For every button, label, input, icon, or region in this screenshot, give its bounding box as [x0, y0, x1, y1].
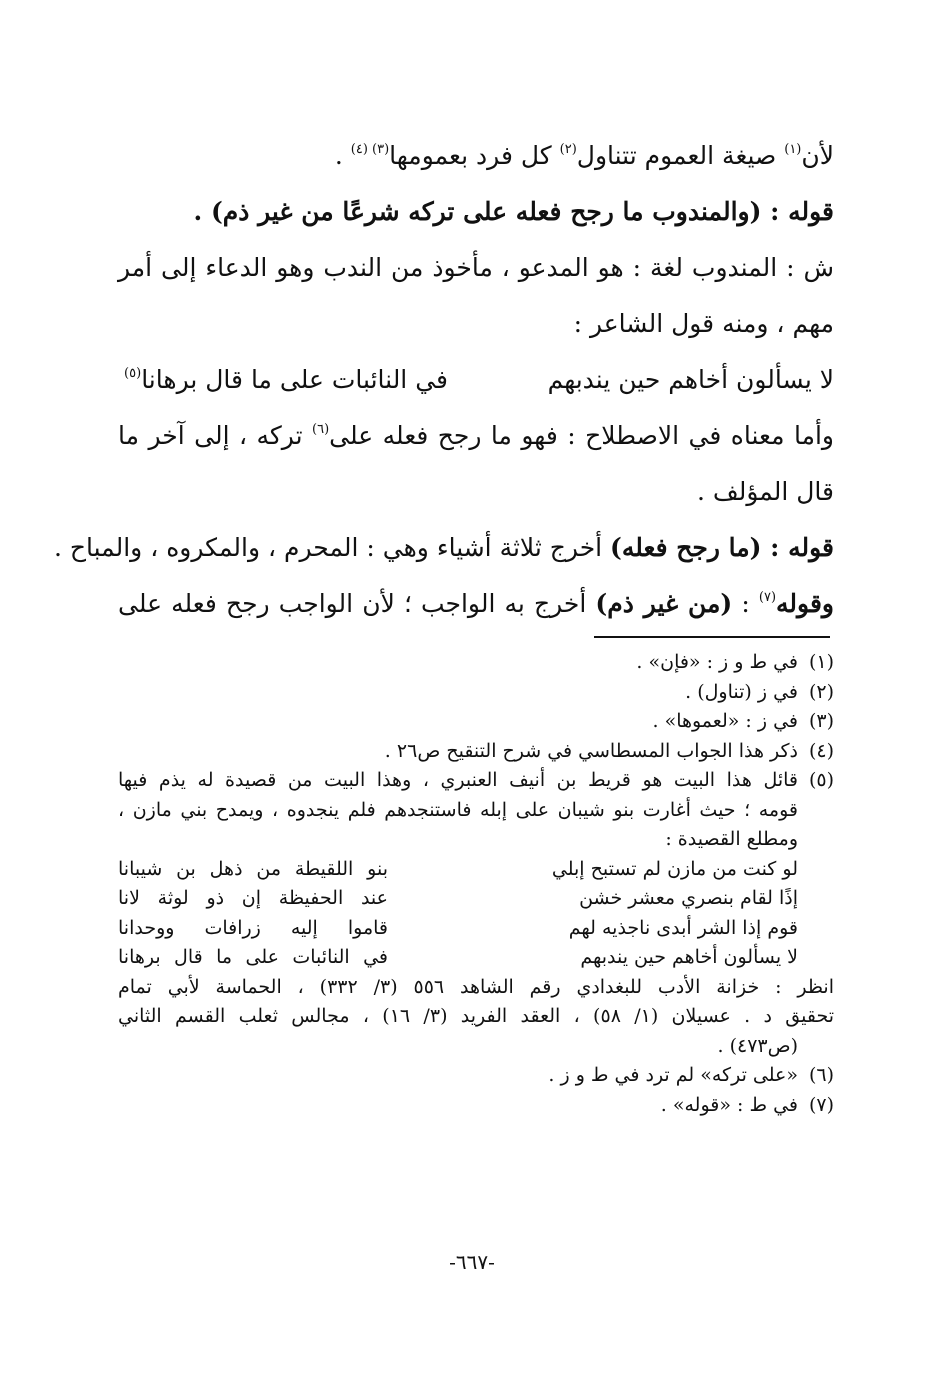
poem-first-hemistich: إذًا لقام بنصري معشر خشن — [579, 887, 798, 909]
footnote-number: (٤) — [808, 739, 834, 762]
footnote-text: «على تركه» لم ترد في ط و ز . — [548, 1064, 798, 1086]
footnotes — [118, 648, 834, 1120]
footnote-number: (٥) — [808, 769, 834, 791]
footnote-ref-5: (٥) — [124, 366, 142, 381]
bold-run: وقوله — [776, 589, 834, 618]
main-line-9 — [118, 576, 834, 632]
verse-line — [118, 352, 834, 408]
bold-run: (من غير ذم) — [595, 589, 733, 618]
poem-verse — [118, 884, 798, 914]
footnote-line: ومطلع القصيدة : — [665, 828, 798, 850]
footnote-number: (٦) — [808, 1064, 834, 1086]
footnote-ref-7: (٧) — [758, 590, 777, 605]
footnote-text: في ز (تناول) . — [685, 680, 798, 703]
text-run: وأما معناه في الاصطلاح : فهو ما رجح فعله على — [329, 421, 834, 450]
footnote-ref-3-4: (٣) (٤) — [350, 142, 390, 157]
main-text — [53, 128, 834, 632]
main-line-2: قوله : (والمندوب ما رجح فعله على تركه شرعًا من غير ذم) . — [193, 197, 834, 226]
footnote-body — [118, 766, 798, 973]
footnote-body — [118, 973, 834, 1062]
text-run: : — [732, 589, 759, 618]
footnote-divider — [594, 636, 830, 638]
main-line-4: مهم ، ومنه قول الشاعر : — [573, 309, 834, 338]
footnote-number: (٧) — [808, 1093, 834, 1116]
poem-verse — [118, 914, 798, 944]
footnote-ref-6: (٦) — [312, 422, 330, 437]
footnote-1 — [118, 648, 834, 678]
footnote-number: (٢) — [808, 680, 834, 703]
text-run: كل فرد بعمومها — [389, 141, 560, 170]
text-run: أخرج به الواجب ؛ لأن الواجب رجح فعله على — [118, 589, 596, 618]
text-run: لأن — [801, 141, 834, 170]
footnote-5 — [118, 766, 834, 973]
footnote-4 — [118, 737, 834, 767]
footnote-number: (١) — [808, 651, 834, 673]
text-run: أخرج ثلاثة أشياء وهي : المحرم ، والمكروه ، والمباح . — [53, 533, 611, 562]
poem-verse — [118, 855, 798, 885]
poem-first-hemistich: قوم إذا الشر أبدى ناجذيه لهم — [568, 916, 798, 939]
poem-second-hemistich: في النائبات على ما قال برهانا — [118, 946, 388, 968]
text-run: في النائبات على ما قال برهانا — [141, 365, 448, 394]
verse-first-hemistich: لا يسألون أخاهم حين يندبهم — [547, 365, 834, 394]
footnote-ref-2: (٢) — [559, 142, 577, 157]
page-number: -٦٦٧- — [449, 1250, 495, 1274]
main-line-3: ش : المندوب لغة : هو المدعو ، مأخوذ من الندب وهو الدعاء إلى أمر — [118, 253, 834, 282]
footnote-text: في ط : «قوله» . — [660, 1093, 798, 1116]
poem-verse — [118, 943, 798, 973]
footnote-ref-1: (١) — [784, 142, 802, 157]
footnote-line: (ص٤٧٣) . — [717, 1034, 798, 1057]
text-run: . — [334, 141, 351, 170]
footnote-3 — [118, 707, 834, 737]
footnote-line: قائل هذا البيت هو قريط بن أنيف العنبري ، وهذا البيت من قصيدة له يذم فيها — [118, 769, 798, 791]
footnote-number: (٣) — [808, 710, 834, 732]
poem-second-hemistich: قاموا إليه زرافات ووحدانا — [118, 916, 388, 939]
footnote-5-references — [118, 973, 834, 1062]
main-line-6 — [118, 408, 834, 464]
main-line-1 — [118, 128, 834, 184]
footnote-line: انظر : خزانة الأدب للبغدادي رقم الشاهد ٥٥٦ (٣/ ٣٣٢) ، الحماسة لأبي تمام — [118, 975, 834, 998]
verse-second-hemistich — [118, 352, 448, 408]
bold-run: قوله : (ما رجح فعله) — [610, 533, 834, 562]
text-run: تركه ، إلى آخر ما — [118, 421, 313, 450]
poem-second-hemistich: عند الحفيظة إن ذو لوثة لانا — [118, 887, 388, 909]
footnote-text: ذكر هذا الجواب المسطاسي في شرح التنقيح ص٢٦ . — [384, 739, 798, 762]
footnote-line: قومه ؛ حيث أغارت بنو شيبان على إبله فاستنجدهم فلم ينجدوه ، ويمدح بني مازن ، — [118, 798, 798, 821]
footnote-2 — [118, 678, 834, 708]
poem-first-hemistich: لو كنت من مازن لم تستبح إبلي — [551, 857, 798, 880]
poem — [118, 855, 798, 973]
footnote-text: في ز : «لعموها» . — [652, 710, 798, 732]
poem-first-hemistich: لا يسألون أخاهم حين يندبهم — [580, 946, 798, 968]
footnote-text: في ط و ز : «فإن» . — [636, 651, 798, 673]
poem-second-hemistich: بنو اللقيطة من ذهل بن شيبانا — [118, 857, 388, 880]
main-line-7: قال المؤلف . — [697, 477, 834, 506]
text-run: صيغة العموم تتناول — [576, 141, 785, 170]
main-line-8 — [53, 520, 834, 576]
footnote-line: تحقيق د . عسيلان (١/ ٥٨) ، العقد الفريد (٣/ ١٦) ، مجالس ثعلب القسم الثاني — [118, 1005, 835, 1027]
footnote-7 — [118, 1091, 834, 1121]
footnote-6 — [118, 1061, 834, 1091]
